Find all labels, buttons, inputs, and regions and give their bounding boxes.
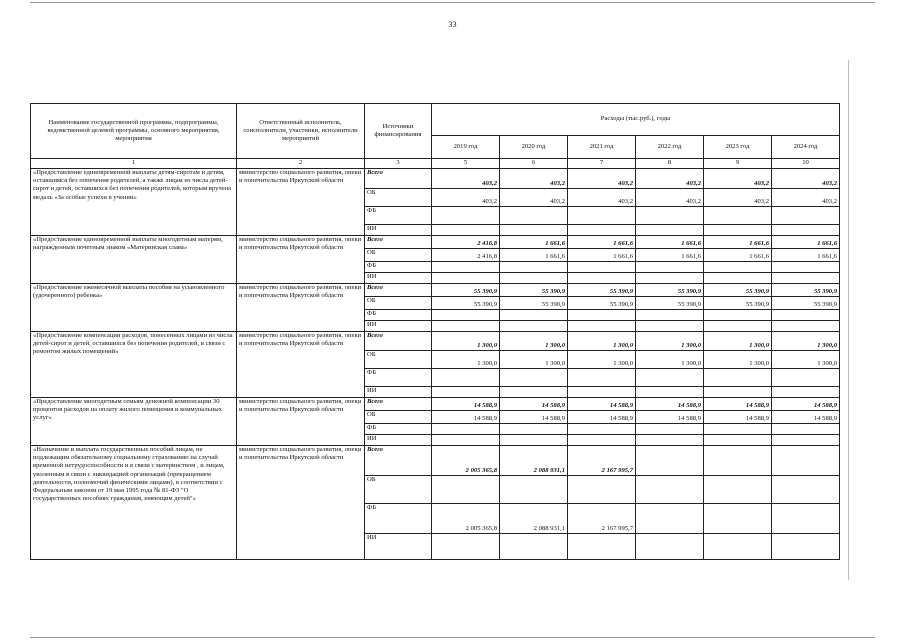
- value-cell: 55 390,9: [772, 284, 840, 297]
- value-cell: 1 300,0: [568, 351, 636, 369]
- empty-cell: [568, 534, 636, 560]
- value-cell: 14 588,9: [704, 411, 772, 424]
- value-cell: 55 390,9: [432, 284, 500, 297]
- empty-cell: [432, 321, 500, 332]
- empty-cell: [636, 424, 704, 435]
- value-cell: [772, 446, 840, 476]
- value-cell: 403,2: [704, 169, 772, 189]
- empty-cell: [704, 387, 772, 398]
- value-cell: 1 661,6: [568, 236, 636, 249]
- margin-line: [848, 60, 849, 580]
- value-cell: 2 088 931,1: [500, 446, 568, 476]
- value-cell: 2 005 365,8: [432, 446, 500, 476]
- empty-cell: [500, 476, 568, 504]
- value-cell: 1 300,0: [704, 351, 772, 369]
- value-cell: 2 005 365,8: [432, 504, 500, 534]
- empty-cell: [432, 476, 500, 504]
- row-executor: министерство социального развития, опеки и попечительства Иркутской области: [237, 236, 365, 284]
- value-cell: 2 416,8: [432, 249, 500, 262]
- value-cell: 55 390,9: [704, 284, 772, 297]
- value-cell: 1 661,6: [500, 236, 568, 249]
- table-row: [31, 236, 840, 249]
- empty-cell: [500, 262, 568, 273]
- value-cell: 1 661,6: [500, 249, 568, 262]
- source-label: ФБ: [365, 262, 432, 273]
- row-executor: министерство социального развития, опеки и попечительства Иркутской области: [237, 332, 365, 398]
- empty-cell: [500, 534, 568, 560]
- value-cell: 55 390,9: [500, 297, 568, 310]
- empty-cell: [568, 435, 636, 446]
- table-row: [31, 169, 840, 189]
- empty-cell: [432, 273, 500, 284]
- value-cell: 403,2: [500, 169, 568, 189]
- value-cell: 1 300,0: [500, 351, 568, 369]
- row-name: «Предоставление многодетным семьям денежной компенсации 30 процентов расходов на оплату жилого помещения и коммунальных услуг»: [31, 398, 237, 446]
- source-label: ФБ: [365, 369, 432, 387]
- value-cell: 14 588,9: [772, 411, 840, 424]
- value-cell: 403,2: [636, 189, 704, 207]
- value-cell: 403,2: [500, 189, 568, 207]
- source-label: Всего: [365, 332, 432, 351]
- source-label: ОБ: [365, 476, 432, 504]
- header-year: 2020 год: [500, 136, 568, 159]
- value-cell: 55 390,9: [568, 297, 636, 310]
- column-number: 9: [704, 159, 772, 169]
- empty-cell: [500, 435, 568, 446]
- header-year: 2021 год: [568, 136, 636, 159]
- empty-cell: [432, 435, 500, 446]
- header-source: Источники финансирования: [365, 104, 432, 159]
- source-label: ОБ: [365, 189, 432, 207]
- source-label: Всего: [365, 236, 432, 249]
- value-cell: 1 661,6: [704, 249, 772, 262]
- column-number: 3: [365, 159, 432, 169]
- empty-cell: [500, 310, 568, 321]
- column-number: 6: [500, 159, 568, 169]
- source-label: ИИ: [365, 273, 432, 284]
- empty-cell: [772, 273, 840, 284]
- empty-cell: [636, 369, 704, 387]
- empty-cell: [636, 207, 704, 225]
- value-cell: 1 300,0: [636, 332, 704, 351]
- empty-cell: [772, 207, 840, 225]
- value-cell: 14 588,9: [568, 398, 636, 411]
- source-label: Всего: [365, 284, 432, 297]
- empty-cell: [500, 207, 568, 225]
- header-name: Наименование государственной программы, подпрограммы, ведомственной целевой программы, основного мероприятия, мероприятия: [31, 104, 237, 159]
- empty-cell: [432, 424, 500, 435]
- row-name: «Предоставление единовременной выплаты детям-сиротам и детям, оставшимся без попечения родителей, а также лицам из числа детей-сирот и детей, оставшихся без попечения родителей, которым вручена медаль «За особые успехи в учении»: [31, 169, 237, 236]
- value-cell: 403,2: [772, 189, 840, 207]
- source-label: ФБ: [365, 504, 432, 534]
- empty-cell: [500, 424, 568, 435]
- value-cell: 403,2: [568, 189, 636, 207]
- empty-cell: [568, 273, 636, 284]
- value-cell: 1 300,0: [772, 332, 840, 351]
- empty-cell: [772, 310, 840, 321]
- empty-cell: [772, 369, 840, 387]
- empty-cell: [772, 321, 840, 332]
- column-number: 2: [237, 159, 365, 169]
- empty-cell: [500, 225, 568, 236]
- empty-cell: [704, 424, 772, 435]
- source-label: ФБ: [365, 310, 432, 321]
- empty-cell: [636, 273, 704, 284]
- source-label: ОБ: [365, 249, 432, 262]
- page-number: 33: [448, 20, 457, 29]
- value-cell: 2 088 931,1: [500, 504, 568, 534]
- table-row: [31, 398, 840, 411]
- empty-cell: [432, 387, 500, 398]
- empty-cell: [568, 369, 636, 387]
- value-cell: 1 661,6: [568, 249, 636, 262]
- empty-cell: [704, 310, 772, 321]
- empty-cell: [432, 225, 500, 236]
- value-cell: 403,2: [432, 189, 500, 207]
- value-cell: 1 300,0: [636, 351, 704, 369]
- header-expenses: Расходы (тыс.руб.), годы: [432, 104, 840, 136]
- source-label: Всего: [365, 446, 432, 476]
- column-number: 7: [568, 159, 636, 169]
- value-cell: [704, 446, 772, 476]
- empty-cell: [704, 435, 772, 446]
- source-label: Всего: [365, 169, 432, 189]
- value-cell: 1 300,0: [432, 332, 500, 351]
- empty-cell: [636, 534, 704, 560]
- header-year: 2023 год: [704, 136, 772, 159]
- source-label: ОБ: [365, 297, 432, 310]
- top-rule: [30, 2, 875, 3]
- source-label: ИИ: [365, 225, 432, 236]
- value-cell: 14 588,9: [500, 411, 568, 424]
- value-cell: 403,2: [568, 169, 636, 189]
- row-executor: министерство социального развития, опеки и попечительства Иркутской области: [237, 284, 365, 332]
- empty-cell: [704, 321, 772, 332]
- value-cell: 1 300,0: [432, 351, 500, 369]
- source-label: ИИ: [365, 387, 432, 398]
- empty-cell: [636, 476, 704, 504]
- value-cell: 1 661,6: [772, 249, 840, 262]
- source-label: ФБ: [365, 207, 432, 225]
- value-cell: 1 661,6: [636, 249, 704, 262]
- source-label: Всего: [365, 398, 432, 411]
- row-name: «Предоставление ежемесячной выплаты пособия на усыновленного (удочеренного) ребенка»: [31, 284, 237, 332]
- empty-cell: [636, 225, 704, 236]
- row-executor: министерство социального развития, опеки и попечительства Иркутской области: [237, 169, 365, 236]
- empty-cell: [568, 424, 636, 435]
- source-label: ИИ: [365, 321, 432, 332]
- empty-cell: [704, 273, 772, 284]
- empty-cell: [568, 262, 636, 273]
- empty-cell: [704, 262, 772, 273]
- empty-cell: [636, 310, 704, 321]
- source-label: ОБ: [365, 411, 432, 424]
- source-label: ФБ: [365, 424, 432, 435]
- header-executor: Ответственный исполнитель, соисполнители, участники, исполнители мероприятий: [237, 104, 365, 159]
- value-cell: 55 390,9: [704, 297, 772, 310]
- empty-cell: [772, 476, 840, 504]
- value-cell: 55 390,9: [772, 297, 840, 310]
- value-cell: 403,2: [704, 189, 772, 207]
- empty-cell: [772, 262, 840, 273]
- table-row: [31, 446, 840, 476]
- value-cell: 14 588,9: [568, 411, 636, 424]
- row-name: «Предоставление единовременной выплаты многодетным матерям, награжденным почетным знаком «Материнская слава»: [31, 236, 237, 284]
- empty-cell: [432, 310, 500, 321]
- row-executor: министерство социального развития, опеки и попечительства Иркутской области: [237, 446, 365, 560]
- value-cell: 14 588,9: [500, 398, 568, 411]
- value-cell: 14 588,9: [636, 398, 704, 411]
- row-executor: министерство социального развития, опеки и попечительства Иркутской области: [237, 398, 365, 446]
- empty-cell: [636, 435, 704, 446]
- value-cell: 1 300,0: [500, 332, 568, 351]
- empty-cell: [568, 387, 636, 398]
- value-cell: 55 390,9: [636, 297, 704, 310]
- value-cell: 1 300,0: [772, 351, 840, 369]
- empty-cell: [772, 225, 840, 236]
- source-label: ОБ: [365, 351, 432, 369]
- value-cell: 14 588,9: [432, 398, 500, 411]
- header-year: 2022 год: [636, 136, 704, 159]
- value-cell: [636, 504, 704, 534]
- source-label: ИИ: [365, 435, 432, 446]
- empty-cell: [636, 262, 704, 273]
- table-row: [31, 284, 840, 297]
- empty-cell: [500, 369, 568, 387]
- empty-cell: [500, 387, 568, 398]
- column-number: 5: [432, 159, 500, 169]
- value-cell: 14 588,9: [636, 411, 704, 424]
- value-cell: 403,2: [636, 169, 704, 189]
- empty-cell: [772, 435, 840, 446]
- value-cell: 403,2: [772, 169, 840, 189]
- empty-cell: [568, 310, 636, 321]
- empty-cell: [704, 207, 772, 225]
- value-cell: [772, 504, 840, 534]
- value-cell: 55 390,9: [636, 284, 704, 297]
- table-row: [31, 332, 840, 351]
- empty-cell: [432, 369, 500, 387]
- value-cell: 14 588,9: [772, 398, 840, 411]
- value-cell: 1 300,0: [704, 332, 772, 351]
- empty-cell: [704, 534, 772, 560]
- empty-cell: [432, 207, 500, 225]
- column-number: 1: [31, 159, 237, 169]
- value-cell: 1 661,6: [772, 236, 840, 249]
- value-cell: 1 661,6: [704, 236, 772, 249]
- value-cell: [704, 504, 772, 534]
- value-cell: 55 390,9: [568, 284, 636, 297]
- bottom-rule: [30, 637, 875, 638]
- empty-cell: [704, 476, 772, 504]
- column-number: 10: [772, 159, 840, 169]
- value-cell: 2 167 995,7: [568, 446, 636, 476]
- empty-cell: [568, 476, 636, 504]
- source-label: ИИ: [365, 534, 432, 560]
- value-cell: 2 416,8: [432, 236, 500, 249]
- empty-cell: [432, 534, 500, 560]
- value-cell: 55 390,9: [432, 297, 500, 310]
- empty-cell: [772, 387, 840, 398]
- empty-cell: [568, 321, 636, 332]
- column-number: 8: [636, 159, 704, 169]
- header-year: 2024 год: [772, 136, 840, 159]
- empty-cell: [500, 321, 568, 332]
- empty-cell: [704, 225, 772, 236]
- value-cell: [636, 446, 704, 476]
- value-cell: 1 661,6: [636, 236, 704, 249]
- value-cell: 14 588,9: [432, 411, 500, 424]
- empty-cell: [636, 321, 704, 332]
- value-cell: 14 588,9: [704, 398, 772, 411]
- header-year: 2019 год: [432, 136, 500, 159]
- empty-cell: [704, 369, 772, 387]
- budget-table: [30, 103, 840, 560]
- value-cell: 403,2: [432, 169, 500, 189]
- empty-cell: [568, 207, 636, 225]
- empty-cell: [636, 387, 704, 398]
- empty-cell: [568, 225, 636, 236]
- empty-cell: [772, 534, 840, 560]
- empty-cell: [500, 273, 568, 284]
- value-cell: 55 390,9: [500, 284, 568, 297]
- empty-cell: [772, 424, 840, 435]
- empty-cell: [432, 262, 500, 273]
- value-cell: 2 167 995,7: [568, 504, 636, 534]
- row-name: «Назначение и выплата государственных пособий лицам, не подлежащим обязательному социальному страхованию на случай временной нетрудоспособности и в связи с материнством , и лицам, уволенным в связи с ликвидацией организаций (прекращением деятельности, полномочий физическими лицами), в соответствии с Федеральным законом от 19 мая 1995 года № 81-ФЗ "О государственных пособиях гражданам, имеющим детей"»: [31, 446, 237, 560]
- value-cell: 1 300,0: [568, 332, 636, 351]
- row-name: «Предоставление компенсации расходов, понесенных лицами из числа детей-сирот и детей, оставшихся без попечения родителей, в связи с ремонтом жилых помещений»: [31, 332, 237, 398]
